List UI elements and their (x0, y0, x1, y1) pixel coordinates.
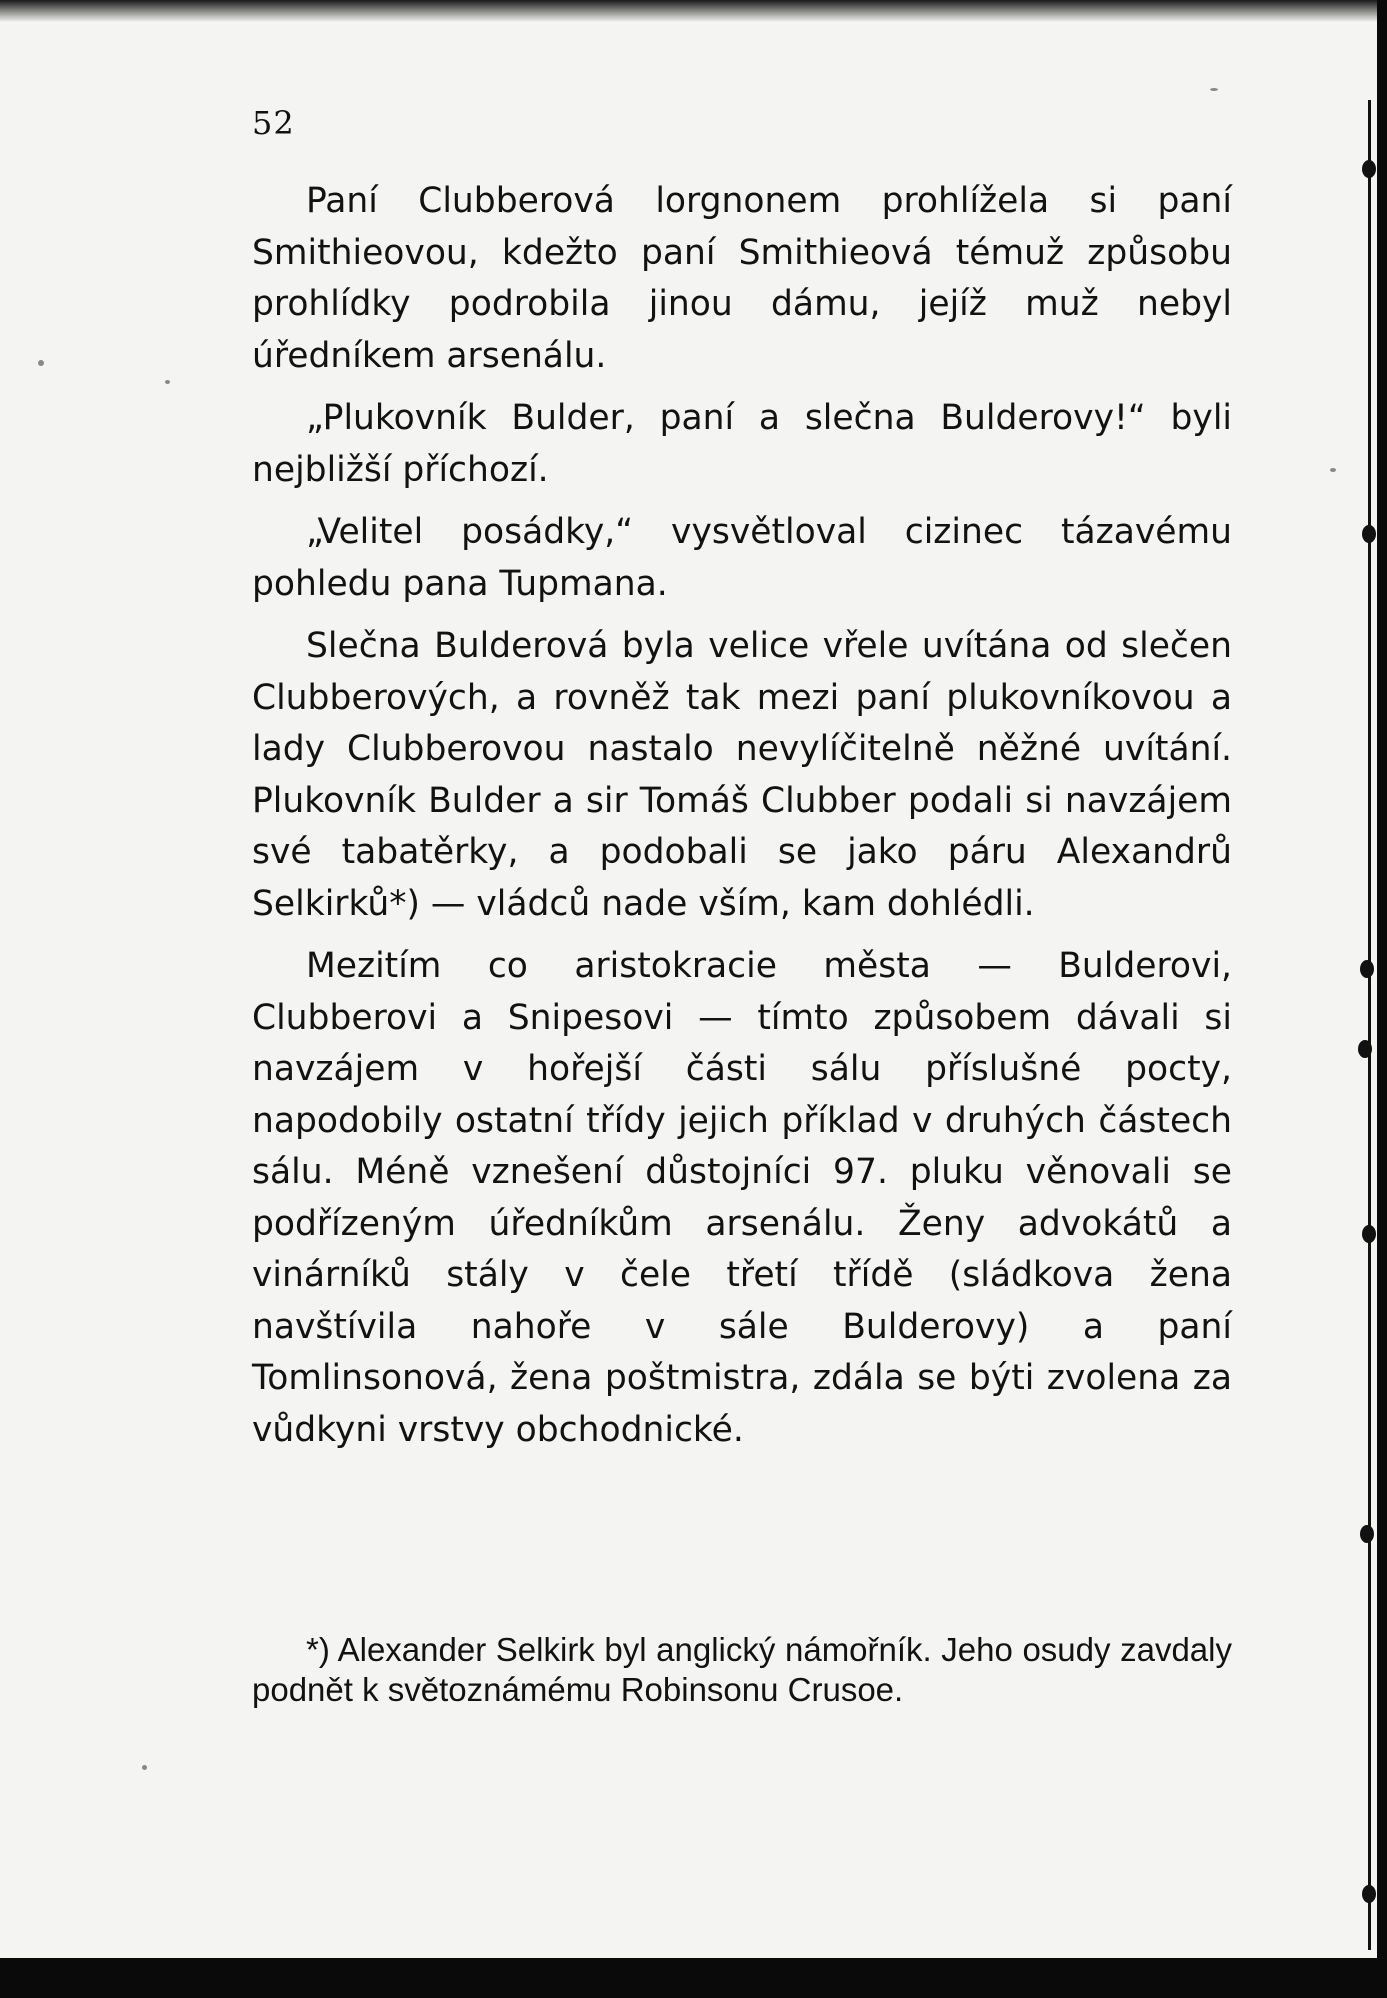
paragraph: „Velitel posádky,“ vysvětloval cizinec tázavému pohledu pana Tupmana. (252, 512, 1232, 604)
binding-mark (1358, 1040, 1372, 1058)
paragraph: Slečna Bulderová byla velice vřele uvítána od slečen Clubberových, a rovněž tak mezi paní plukovníkovou a lady Clubberovou nastalo nevylíčitelně něžné uvítání. Plukovník Bulder a sir Tomáš Clubber podali si navzájem své tabatěrky, a podobali se jako páru Alexandrů Selkirků*) — vládců nade vším, kam dohlédli. (252, 626, 1232, 924)
paragraph: Mezitím co aristokracie města — Bulderovi, Clubberovi a Snipesovi — tímto způsobem dávali si navzájem v hořejší části sálu příslušné pocty, napodobily ostatní třídy jejich příklad v druhých částech sálu. Méně vznešení důstojníci 97. pluku věnovali se podřízeným úředníkům arsenálu. Ženy advokátů a vinárníků stály v čele třetí třídě (sládkova žena navštívila nahoře v sále Bulderovy) a paní Tomlinsonová, žena poštmistra, zdála se býti zvolena za vůdkyni vrstvy obchodnické. (252, 946, 1232, 1450)
scan-top-edge (0, 0, 1387, 22)
binding-mark (1362, 1885, 1376, 1903)
paragraph: „Plukovník Bulder, paní a slečna Bulderovy!“ byli nejbližší příchozí. (252, 398, 1232, 490)
binding-mark (1362, 525, 1376, 543)
binding-mark (1360, 1525, 1374, 1543)
paragraph: Paní Clubberová lorgnonem prohlížela si paní Smithieovou, kdežto paní Smithieová témuž způsobu prohlídky podrobila jinou dámu, jejíž muž nebyl úředníkem arsenálu. (252, 181, 1232, 376)
body-text (252, 176, 1232, 1467)
paper-speck (1210, 88, 1218, 91)
paper-speck (165, 380, 170, 384)
binding-mark (1362, 160, 1376, 178)
binding-spine-line (1368, 100, 1371, 1950)
paper-speck (142, 1765, 147, 1770)
paper-speck (1330, 468, 1336, 472)
scan-bottom-edge (0, 1958, 1387, 1998)
binding-mark (1362, 1225, 1376, 1243)
binding-mark (1360, 960, 1374, 978)
paper-speck (38, 360, 44, 366)
page-number: 52 (252, 104, 295, 142)
footnote: *) Alexander Selkirk byl anglický námořník. Jeho osudy zavdaly podnět k světoznámému Robinsonu Crusoe. (252, 1631, 1232, 1708)
scan-right-edge (1377, 0, 1387, 1998)
